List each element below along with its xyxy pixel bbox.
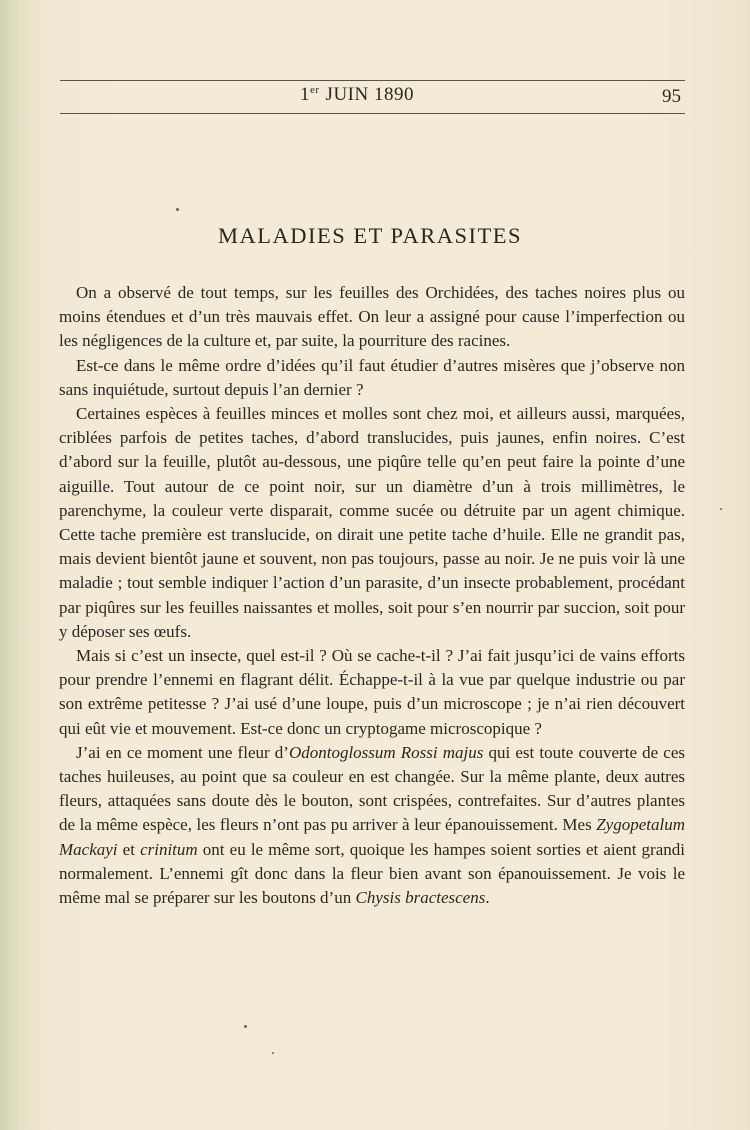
paragraph-5-text-d: ont eu le même sort, quoique les hampes soient sorties et aient grandi normalement. L’ennemi gît donc dans la fleur bien avant son épanouissement. Je vois le même mal se préparer sur les boutons d’un bbox=[59, 839, 685, 908]
species-name-zygopetalum: Zygopetalum Mackayi bbox=[59, 815, 685, 859]
paragraph-2: Est-ce dans le même ordre d’idées qu’il faut étudier d’autres misères que j’observe non sans inquiétude, surtout depuis l’an dernier ? bbox=[59, 355, 685, 399]
date-day: 1 bbox=[300, 84, 310, 105]
article-title: MALADIES ET PARASITES bbox=[217, 223, 523, 248]
paragraph-3: Certaines espèces à feuilles minces et molles sont chez moi, et ailleurs aussi, marquées, criblées parfois de petites taches, d’abord translucides, puis jaunes, enfin noires. C’est d’abord sur la feuille, plutôt au-dessous, une piqûre telle qu’en peut faire la pointe d’une aiguille. Tout autour de ce point noir, sur un diamètre d’un à trois millimètres, le parenchyme, la couleur verte disparait, comme sucée ou détruite par un agent chimique. Cette tache première est translucide, on dirait une petite tache d’huile. Elle ne grandit pas, mais devient bientôt jaune et souvent, non pas toujours, passe au noir. Je ne puis voir là une maladie ; tout semble indiquer l’action d’un parasite, d’un insecte probablement, procédant par piqûres sur les feuilles naissantes et molles, soit pour s’en nourrir par succion, soit pour y déposer ses œufs. bbox=[59, 404, 685, 641]
date-day-superscript: er bbox=[310, 84, 320, 96]
paragraph-4: Mais si c’est un insecte, quel est-il ? Où se cache-t-il ? J’ai fait jusqu’ici de vains efforts pour prendre l’ennemi en flagrant délit. Échappe-t-il à la vue par quelque industrie ou par son extrême petitesse ? J’ai usé d’une loupe, puis d’un microscope ; je n’ai rien découvert qui eût vie et mouvement. Est-ce donc un cryptogame microscopique ? bbox=[59, 646, 685, 738]
paragraph-5-text-c: et bbox=[117, 839, 141, 859]
article-body bbox=[59, 281, 685, 910]
paper-speck bbox=[272, 1052, 274, 1054]
header-rule-top bbox=[60, 80, 685, 81]
species-name-chysis: Chysis bractescens bbox=[355, 888, 486, 908]
paragraph-5-text-a: J’ai en ce moment une fleur d’ bbox=[76, 742, 289, 762]
paragraph-5-text-b: qui est toute couverte de ces taches huileuses, au point que sa couleur en est changée. Sur la même plante, deux autres fleurs, attaquées sans doute dès le bouton, sont crispées, contrefaites. Sur d’autres plantes de la même espèce, les fleurs n’ont pas pu arriver à leur épanouissement. Mes bbox=[59, 742, 685, 835]
paper-speck bbox=[244, 1025, 247, 1028]
header-rule-bottom bbox=[60, 113, 685, 114]
paper-speck bbox=[720, 508, 722, 510]
paragraph-5-text-e: . bbox=[485, 888, 490, 908]
paragraph-5 bbox=[59, 741, 685, 910]
running-head-date bbox=[300, 84, 414, 106]
species-name-odontoglossum: Odontoglossum Rossi majus bbox=[288, 742, 484, 762]
species-name-crinitum: crinitum bbox=[140, 839, 198, 859]
date-month-year: JUIN 1890 bbox=[325, 84, 414, 105]
paper-speck bbox=[176, 208, 179, 211]
paragraph-1: On a observé de tout temps, sur les feuilles des Orchidées, des taches noires plus ou moins étendues et d’un très mauvais effet. On leur a assigné pour cause l’imperfection ou les négligences de la culture et, par suite, la pourriture des racines. bbox=[59, 283, 685, 351]
page-number: 95 bbox=[662, 86, 681, 107]
